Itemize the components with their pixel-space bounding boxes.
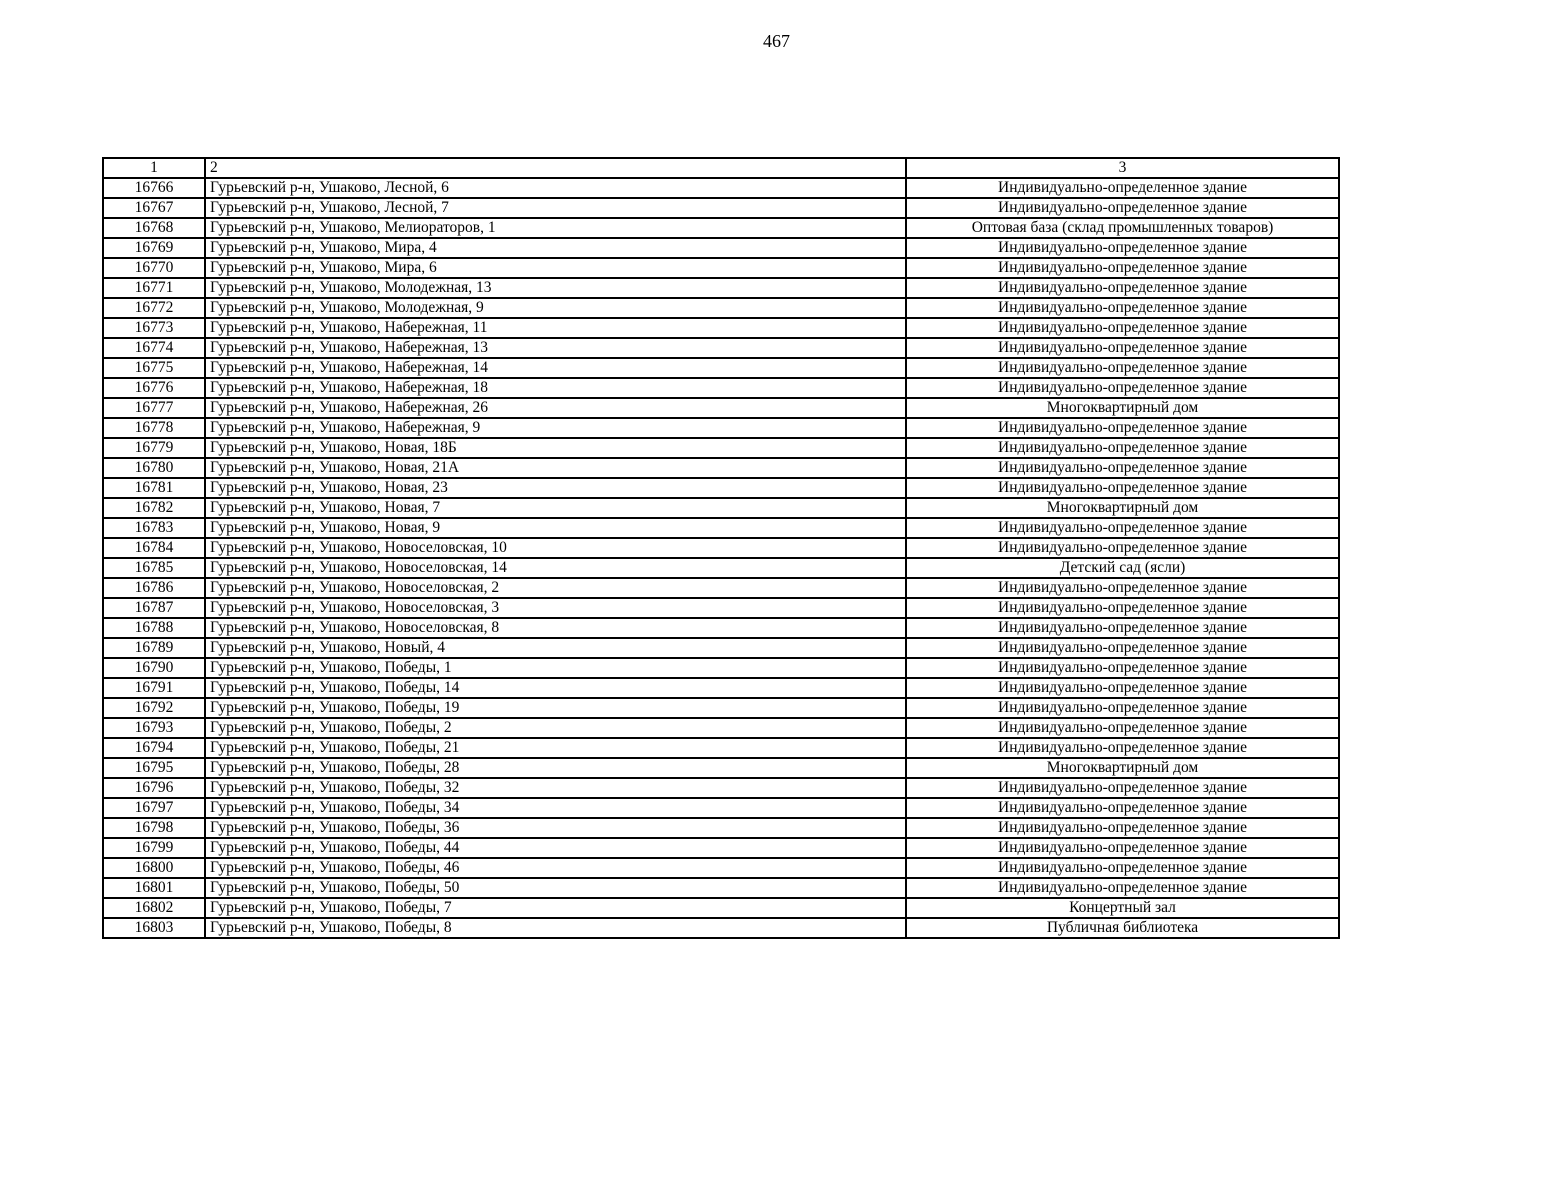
object-type-cell: Индивидуально-определенное здание — [906, 718, 1339, 738]
address-cell: Гурьевский р-н, Ушаково, Новоселовская, 3 — [205, 598, 906, 618]
address-cell: Гурьевский р-н, Ушаково, Победы, 14 — [205, 678, 906, 698]
object-type-cell: Индивидуально-определенное здание — [906, 418, 1339, 438]
table-row — [103, 438, 1339, 458]
object-type-cell: Индивидуально-определенное здание — [906, 298, 1339, 318]
table-row — [103, 818, 1339, 838]
object-type-cell: Индивидуально-определенное здание — [906, 858, 1339, 878]
object-type-cell: Индивидуально-определенное здание — [906, 878, 1339, 898]
object-type-cell: Индивидуально-определенное здание — [906, 838, 1339, 858]
row-number-cell: 16802 — [103, 898, 205, 918]
object-type-cell: Детский сад (ясли) — [906, 558, 1339, 578]
table-row — [103, 178, 1339, 198]
table-row — [103, 718, 1339, 738]
row-number-cell: 16779 — [103, 438, 205, 458]
table-row — [103, 318, 1339, 338]
object-type-cell: Индивидуально-определенное здание — [906, 478, 1339, 498]
table-row — [103, 478, 1339, 498]
address-cell: Гурьевский р-н, Ушаково, Новоселовская, 8 — [205, 618, 906, 638]
row-number-cell: 16796 — [103, 778, 205, 798]
address-cell: Гурьевский р-н, Ушаково, Победы, 34 — [205, 798, 906, 818]
address-cell: Гурьевский р-н, Ушаково, Набережная, 13 — [205, 338, 906, 358]
address-cell: Гурьевский р-н, Ушаково, Молодежная, 13 — [205, 278, 906, 298]
table-row — [103, 358, 1339, 378]
page-number: 467 — [763, 31, 790, 51]
object-type-cell: Индивидуально-определенное здание — [906, 278, 1339, 298]
address-cell: Гурьевский р-н, Ушаково, Лесной, 7 — [205, 198, 906, 218]
row-number-cell: 16797 — [103, 798, 205, 818]
row-number-cell: 16778 — [103, 418, 205, 438]
row-number-cell: 16777 — [103, 398, 205, 418]
object-type-cell: Индивидуально-определенное здание — [906, 238, 1339, 258]
address-cell: Гурьевский р-н, Ушаково, Новоселовская, 10 — [205, 538, 906, 558]
address-cell: Гурьевский р-н, Ушаково, Победы, 19 — [205, 698, 906, 718]
object-type-cell: Индивидуально-определенное здание — [906, 618, 1339, 638]
address-cell: Гурьевский р-н, Ушаково, Новый, 4 — [205, 638, 906, 658]
object-type-cell: Индивидуально-определенное здание — [906, 178, 1339, 198]
table-row — [103, 418, 1339, 438]
object-type-cell: Индивидуально-определенное здание — [906, 518, 1339, 538]
row-number-cell: 16785 — [103, 558, 205, 578]
table-row — [103, 638, 1339, 658]
object-type-cell: Индивидуально-определенное здание — [906, 378, 1339, 398]
row-number-cell: 16786 — [103, 578, 205, 598]
table-row — [103, 578, 1339, 598]
row-number-cell: 16794 — [103, 738, 205, 758]
row-number-cell: 16772 — [103, 298, 205, 318]
address-cell: Гурьевский р-н, Ушаково, Новоселовская, 2 — [205, 578, 906, 598]
address-cell: Гурьевский р-н, Ушаково, Победы, 28 — [205, 758, 906, 778]
row-number-cell: 16800 — [103, 858, 205, 878]
row-number-cell: 16776 — [103, 378, 205, 398]
table-row — [103, 538, 1339, 558]
row-number-cell: 16787 — [103, 598, 205, 618]
table-row — [103, 498, 1339, 518]
address-cell: Гурьевский р-н, Ушаково, Победы, 2 — [205, 718, 906, 738]
address-cell: Гурьевский р-н, Ушаково, Новая, 21А — [205, 458, 906, 478]
table-row — [103, 298, 1339, 318]
object-type-cell: Индивидуально-определенное здание — [906, 198, 1339, 218]
object-type-cell: Индивидуально-определенное здание — [906, 458, 1339, 478]
address-cell: Гурьевский р-н, Ушаково, Новая, 23 — [205, 478, 906, 498]
address-cell: Гурьевский р-н, Ушаково, Новая, 9 — [205, 518, 906, 538]
table-row — [103, 258, 1339, 278]
object-type-cell: Многоквартирный дом — [906, 498, 1339, 518]
object-type-cell: Индивидуально-определенное здание — [906, 658, 1339, 678]
row-number-cell: 16767 — [103, 198, 205, 218]
table-row — [103, 198, 1339, 218]
object-type-cell: Индивидуально-определенное здание — [906, 818, 1339, 838]
object-type-cell: Индивидуально-определенное здание — [906, 338, 1339, 358]
object-type-cell: Концертный зал — [906, 898, 1339, 918]
object-type-cell: Многоквартирный дом — [906, 398, 1339, 418]
row-number-cell: 16782 — [103, 498, 205, 518]
row-number-cell: 16770 — [103, 258, 205, 278]
object-type-cell: Индивидуально-определенное здание — [906, 778, 1339, 798]
table-row — [103, 218, 1339, 238]
address-cell: Гурьевский р-н, Ушаково, Победы, 7 — [205, 898, 906, 918]
table-row — [103, 758, 1339, 778]
address-cell: Гурьевский р-н, Ушаково, Набережная, 9 — [205, 418, 906, 438]
object-type-cell: Многоквартирный дом — [906, 758, 1339, 778]
address-cell: Гурьевский р-н, Ушаково, Победы, 36 — [205, 818, 906, 838]
row-number-cell: 16803 — [103, 918, 205, 938]
table-row — [103, 658, 1339, 678]
table-row — [103, 338, 1339, 358]
object-type-cell: Индивидуально-определенное здание — [906, 738, 1339, 758]
address-cell: Гурьевский р-н, Ушаково, Набережная, 14 — [205, 358, 906, 378]
table-row — [103, 378, 1339, 398]
row-number-cell: 16780 — [103, 458, 205, 478]
address-cell: Гурьевский р-н, Ушаково, Мира, 6 — [205, 258, 906, 278]
table-row — [103, 698, 1339, 718]
address-cell: Гурьевский р-н, Ушаково, Лесной, 6 — [205, 178, 906, 198]
address-cell: Гурьевский р-н, Ушаково, Победы, 44 — [205, 838, 906, 858]
table-row — [103, 738, 1339, 758]
table-row — [103, 918, 1339, 938]
row-number-cell: 16768 — [103, 218, 205, 238]
object-type-cell: Индивидуально-определенное здание — [906, 258, 1339, 278]
object-type-cell: Индивидуально-определенное здание — [906, 538, 1339, 558]
object-type-cell: Индивидуально-определенное здание — [906, 598, 1339, 618]
row-number-cell: 16790 — [103, 658, 205, 678]
row-number-cell: 16766 — [103, 178, 205, 198]
object-type-cell: Индивидуально-определенное здание — [906, 638, 1339, 658]
address-cell: Гурьевский р-н, Ушаково, Мира, 4 — [205, 238, 906, 258]
object-type-cell: Индивидуально-определенное здание — [906, 798, 1339, 818]
address-cell: Гурьевский р-н, Ушаково, Победы, 8 — [205, 918, 906, 938]
object-type-cell: Индивидуально-определенное здание — [906, 358, 1339, 378]
row-number-cell: 16774 — [103, 338, 205, 358]
table-row — [103, 838, 1339, 858]
column-header-1: 1 — [103, 158, 205, 178]
object-type-cell: Индивидуально-определенное здание — [906, 678, 1339, 698]
table-row — [103, 778, 1339, 798]
table-header-row — [103, 158, 1339, 178]
row-number-cell: 16792 — [103, 698, 205, 718]
column-header-3: 3 — [906, 158, 1339, 178]
row-number-cell: 16788 — [103, 618, 205, 638]
address-cell: Гурьевский р-н, Ушаково, Победы, 50 — [205, 878, 906, 898]
table-row — [103, 458, 1339, 478]
table-row — [103, 278, 1339, 298]
table-row — [103, 558, 1339, 578]
table-body — [103, 178, 1339, 938]
table-row — [103, 518, 1339, 538]
address-cell: Гурьевский р-н, Ушаково, Молодежная, 9 — [205, 298, 906, 318]
address-cell: Гурьевский р-н, Ушаково, Новая, 18Б — [205, 438, 906, 458]
column-header-2: 2 — [205, 158, 906, 178]
row-number-cell: 16795 — [103, 758, 205, 778]
row-number-cell: 16781 — [103, 478, 205, 498]
row-number-cell: 16799 — [103, 838, 205, 858]
address-cell: Гурьевский р-н, Ушаково, Победы, 21 — [205, 738, 906, 758]
table-row — [103, 878, 1339, 898]
registry-table — [102, 157, 1340, 939]
address-cell: Гурьевский р-н, Ушаково, Победы, 46 — [205, 858, 906, 878]
row-number-cell: 16784 — [103, 538, 205, 558]
address-cell: Гурьевский р-н, Ушаково, Новая, 7 — [205, 498, 906, 518]
row-number-cell: 16789 — [103, 638, 205, 658]
address-cell: Гурьевский р-н, Ушаково, Набережная, 18 — [205, 378, 906, 398]
row-number-cell: 16783 — [103, 518, 205, 538]
row-number-cell: 16791 — [103, 678, 205, 698]
object-type-cell: Индивидуально-определенное здание — [906, 438, 1339, 458]
row-number-cell: 16775 — [103, 358, 205, 378]
address-cell: Гурьевский р-н, Ушаково, Новоселовская, 14 — [205, 558, 906, 578]
table-row — [103, 898, 1339, 918]
object-type-cell: Индивидуально-определенное здание — [906, 698, 1339, 718]
object-type-cell: Индивидуально-определенное здание — [906, 578, 1339, 598]
address-cell: Гурьевский р-н, Ушаково, Набережная, 11 — [205, 318, 906, 338]
row-number-cell: 16769 — [103, 238, 205, 258]
row-number-cell: 16793 — [103, 718, 205, 738]
object-type-cell: Публичная библиотека — [906, 918, 1339, 938]
table-row — [103, 618, 1339, 638]
row-number-cell: 16771 — [103, 278, 205, 298]
table-row — [103, 398, 1339, 418]
row-number-cell: 16773 — [103, 318, 205, 338]
row-number-cell: 16801 — [103, 878, 205, 898]
table-row — [103, 678, 1339, 698]
table-row — [103, 858, 1339, 878]
address-cell: Гурьевский р-н, Ушаково, Набережная, 26 — [205, 398, 906, 418]
table-row — [103, 238, 1339, 258]
table-row — [103, 598, 1339, 618]
row-number-cell: 16798 — [103, 818, 205, 838]
address-cell: Гурьевский р-н, Ушаково, Победы, 32 — [205, 778, 906, 798]
object-type-cell: Оптовая база (склад промышленных товаров) — [906, 218, 1339, 238]
object-type-cell: Индивидуально-определенное здание — [906, 318, 1339, 338]
table-row — [103, 798, 1339, 818]
address-cell: Гурьевский р-н, Ушаково, Победы, 1 — [205, 658, 906, 678]
address-cell: Гурьевский р-н, Ушаково, Мелиораторов, 1 — [205, 218, 906, 238]
